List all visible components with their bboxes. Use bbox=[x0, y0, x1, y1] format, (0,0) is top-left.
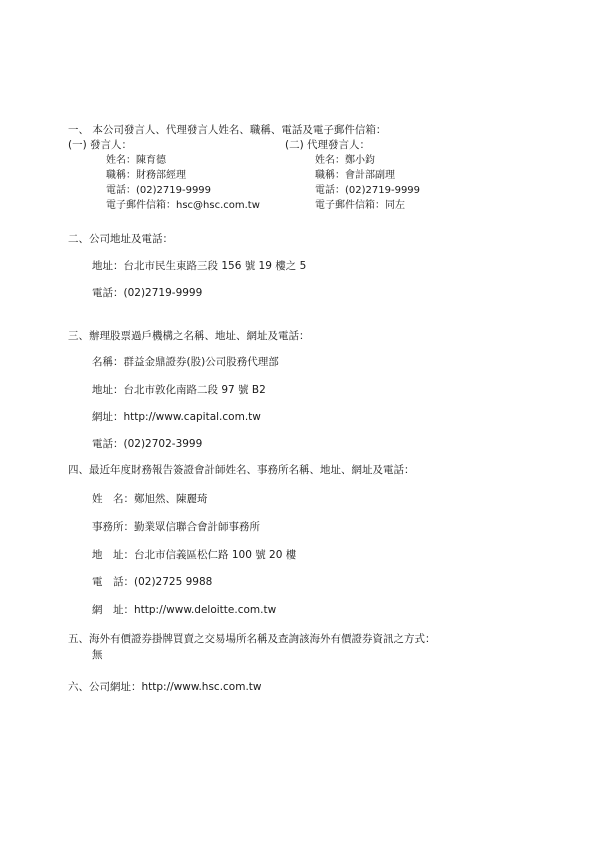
deputy-spokesperson-label: (二) 代理發言人： bbox=[285, 139, 371, 151]
auditor-names: 姓 名：鄭旭然、陳麗琦 bbox=[92, 493, 208, 505]
section-4-heading: 四、最近年度財務報告簽證會計師姓名、事務所名稱、地址、網址及電話： bbox=[68, 464, 415, 476]
deputy-name: 姓名：鄭小鈞 bbox=[315, 155, 375, 166]
transfer-agent-website: 網址：http://www.capital.com.tw bbox=[92, 411, 261, 423]
spokesperson-title: 職稱：財務部經理 bbox=[106, 170, 186, 181]
spokesperson-phone: 電話：(02)2719-9999 bbox=[106, 185, 212, 196]
company-address: 地址：台北市民生東路三段 156 號 19 樓之 5 bbox=[92, 260, 307, 272]
auditor-address: 地 址：台北市信義區松仁路 100 號 20 樓 bbox=[92, 549, 297, 561]
transfer-agent-address: 地址：台北市敦化南路二段 97 號 B2 bbox=[92, 384, 266, 396]
deputy-email: 電子郵件信箱：同左 bbox=[315, 200, 405, 211]
section-2-heading: 二、公司地址及電話： bbox=[68, 233, 173, 245]
auditor-phone: 電 話：(02)2725 9988 bbox=[92, 576, 213, 588]
transfer-agent-name: 名稱：群益金鼎證券(股)公司股務代理部 bbox=[92, 356, 279, 368]
auditor-firm: 事務所：勤業眾信聯合會計師事務所 bbox=[92, 521, 260, 533]
section-5-heading: 五、海外有價證券掛牌買賣之交易場所名稱及查詢該海外有價證券資訊之方式： bbox=[68, 633, 436, 645]
section-1-heading: 一、 本公司發言人、代理發言人姓名、職稱、電話及電子郵件信箱： bbox=[68, 124, 387, 136]
section-3-heading: 三、辦理股票過戶機構之名稱、地址、網址及電話： bbox=[68, 330, 310, 342]
section-6-company-website: 六、公司網址：http://www.hsc.com.tw bbox=[68, 681, 262, 693]
spokesperson-label: (一) 發言人： bbox=[68, 139, 133, 151]
company-phone: 電話：(02)2719-9999 bbox=[92, 287, 203, 299]
spokesperson-email: 電子郵件信箱：hsc@hsc.com.tw bbox=[106, 200, 260, 211]
deputy-title: 職稱：會計部副理 bbox=[315, 170, 395, 181]
auditor-website: 網 址：http://www.deloitte.com.tw bbox=[92, 604, 277, 616]
deputy-phone: 電話：(02)2719-9999 bbox=[315, 185, 421, 196]
spokesperson-name: 姓名：陳育德 bbox=[106, 155, 166, 166]
section-5-answer: 無 bbox=[92, 649, 103, 661]
transfer-agent-phone: 電話：(02)2702-3999 bbox=[92, 438, 203, 450]
